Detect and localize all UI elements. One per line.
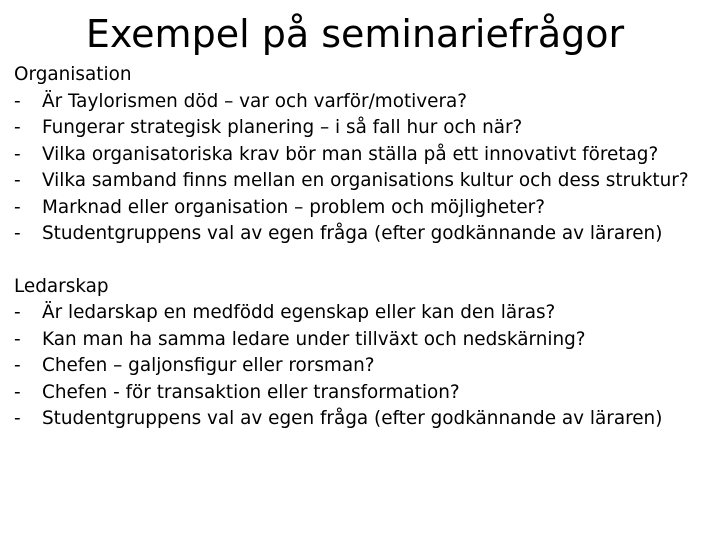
list-item (14, 327, 716, 354)
bullet-dash: - (14, 196, 21, 218)
bullet-dash: - (14, 143, 21, 165)
list-item (14, 353, 716, 380)
list-item (14, 380, 716, 407)
slide-title: Exempel på seminariefrågor (85, 12, 625, 56)
bullet-dash: - (14, 381, 21, 403)
list-item-text: Kan man ha samma ledare under tillväxt och nedskärning? (42, 328, 586, 350)
list-item-text: Är ledarskap en medfödd egenskap eller kan den läras? (42, 302, 556, 323)
organisation-question-list (14, 89, 716, 248)
section-heading-organisation: Organisation (14, 64, 132, 85)
bullet-dash: - (14, 170, 21, 191)
list-item-text: Marknad eller organisation – problem och möjligheter? (42, 196, 546, 218)
list-item-text: Vilka samband finns mellan en organisations kultur och dess struktur? (42, 170, 689, 191)
list-item (14, 115, 716, 142)
list-item (14, 406, 716, 433)
list-item-text: Chefen - för transaktion eller transformation? (42, 381, 460, 403)
list-item-text: Fungerar strategisk planering – i så fall hur och när? (42, 117, 523, 138)
list-item (14, 168, 716, 195)
section-heading-ledarskap: Ledarskap (14, 275, 109, 297)
list-item (14, 195, 716, 222)
ledarskap-question-list (14, 300, 716, 433)
section-spacer (14, 248, 716, 274)
bullet-dash: - (14, 117, 21, 138)
list-item (14, 300, 716, 327)
list-item (14, 89, 716, 116)
list-item-text: Studentgruppens val av egen fråga (efter godkännande av läraren) (42, 408, 663, 429)
bullet-dash: - (14, 90, 21, 112)
list-item-text: Vilka organisatoriska krav bör man ställa på ett innovativt företag? (42, 143, 659, 165)
bullet-dash: - (14, 355, 21, 376)
bullet-dash: - (14, 223, 21, 244)
list-item (14, 221, 716, 248)
list-item (14, 142, 716, 169)
bullet-dash: - (14, 408, 21, 429)
list-item-text: Studentgruppens val av egen fråga (efter godkännande av läraren) (42, 223, 663, 244)
bullet-dash: - (14, 302, 21, 323)
list-item-text: Chefen – galjonsfigur eller rorsman? (42, 355, 375, 376)
list-item-text: Är Taylorismen död – var och varför/motivera? (42, 90, 468, 112)
slide-content (14, 62, 716, 433)
bullet-dash: - (14, 328, 21, 350)
